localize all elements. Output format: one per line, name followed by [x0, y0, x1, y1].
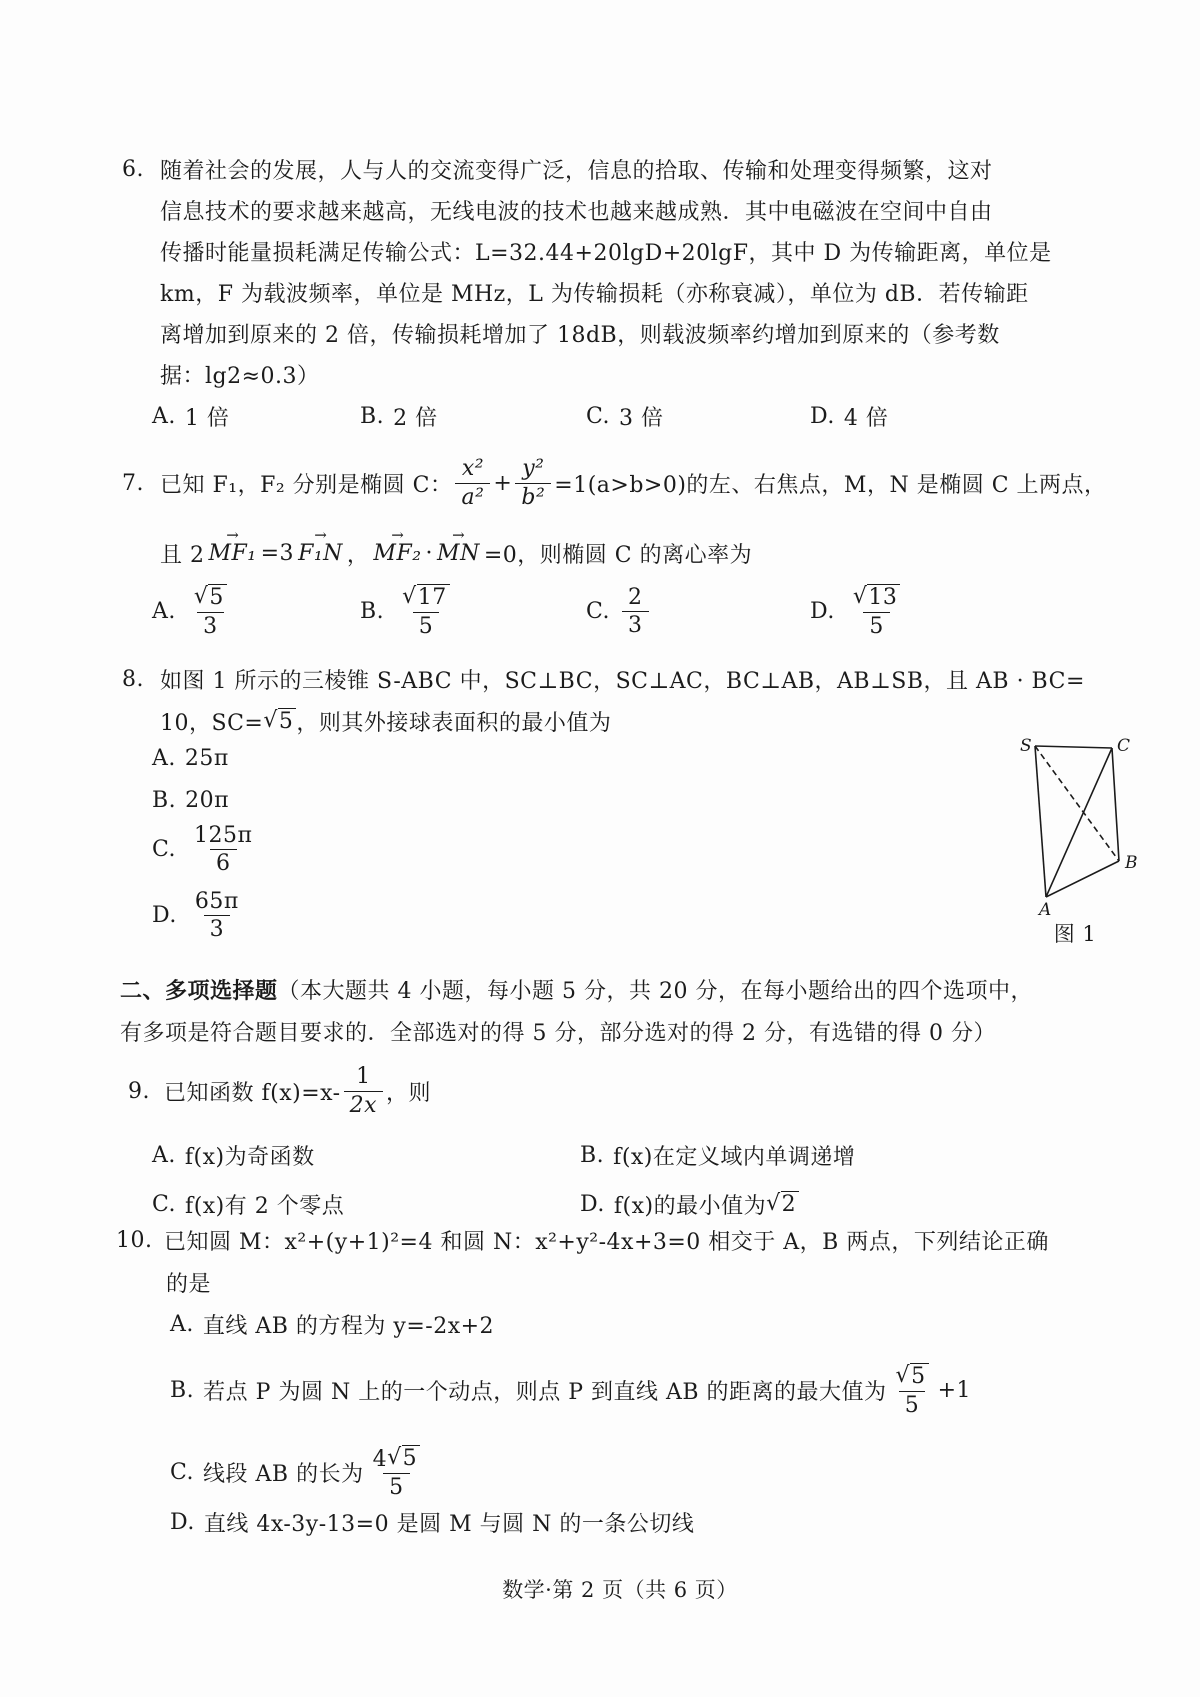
q7-option-d-numerator [847, 584, 907, 612]
q7-frac1-numerator: x² [461, 456, 485, 482]
q8-option-c-denominator: 6 [210, 849, 237, 875]
radical-sign-icon: √ [387, 1444, 402, 1470]
q7-option-b [360, 584, 586, 638]
q6-option-c-label: C. [586, 404, 611, 429]
q6-option-d [810, 401, 888, 432]
q8-option-b-text: 20π [185, 788, 230, 813]
q7-line1-pre: 已知 F₁，F₂ 分别是椭圆 C： [160, 472, 453, 498]
question-6-line-5: 离增加到原来的 2 倍，传输损耗增加了 18dB，则载波频率约增加到原来的（参考数 [160, 323, 1000, 348]
radicand: 5 [208, 584, 227, 610]
q10-option-b-text: 若点 P 为圆 N 上的一个动点，则点 P 到直线 AB 的距离的最大值为 [203, 1379, 887, 1405]
question-7-options [152, 584, 909, 638]
q9-option-b [580, 1140, 855, 1171]
question-7-line-2 [160, 526, 753, 569]
q8-option-b [152, 788, 229, 813]
q9-option-a-label: A. [152, 1143, 176, 1168]
q6-option-a-text: 1 倍 [184, 406, 230, 431]
tetrahedron-svg [1008, 725, 1148, 920]
q10-option-a-text: 直线 AB 的方程为 y=-2x+2 [202, 1314, 495, 1339]
figure-1 [1008, 725, 1148, 920]
section-2-header-line-1 [120, 974, 1033, 1005]
question-6-line-1 [122, 154, 993, 185]
vector-arrow-icon: → [226, 526, 239, 544]
question-10-line-1 [116, 1225, 1049, 1256]
question-9-line [128, 1062, 431, 1120]
question-8-number: 8. [122, 667, 144, 692]
q7-option-d [810, 584, 909, 638]
q9-option-a-text: f(x)为奇函数 [184, 1145, 315, 1170]
q8-line2-pre: 10，SC= [160, 711, 264, 736]
q9-fraction [344, 1065, 383, 1116]
q10-option-d [170, 1507, 694, 1538]
radicand: 5 [278, 708, 297, 734]
vector-arrow-icon: → [314, 526, 327, 544]
q7-option-a-fraction [188, 584, 233, 638]
radicand: 13 [867, 584, 900, 610]
radical-sign-icon: √ [193, 584, 209, 609]
radicand: 17 [417, 584, 450, 610]
q10-option-c-numerator [367, 1445, 427, 1473]
q7-option-c-denominator: 3 [622, 611, 649, 637]
section-2-title: 二、多项选择题 [120, 978, 278, 1004]
q9-frac-numerator: 1 [356, 1064, 371, 1090]
q9-line-post: ，则 [386, 1080, 432, 1106]
sqrt-radical [194, 584, 227, 610]
q9-option-b-label: B. [580, 1143, 605, 1168]
q6-option-c-text: 3 倍 [619, 406, 664, 431]
q7-line2-mid1: =3 [260, 541, 295, 566]
q8-option-d-denominator: 3 [204, 915, 231, 941]
q7-option-d-denominator: 5 [863, 612, 890, 638]
q9-option-c-label: C. [152, 1192, 177, 1217]
footer-page-indicator: 数学·第 2 页（共 6 页） [502, 1578, 738, 1602]
q10-option-b-fraction [890, 1363, 935, 1417]
q8-option-b-label: B. [152, 788, 177, 813]
q6-option-b [360, 401, 586, 432]
vertex-label-c: C [1117, 736, 1131, 756]
q7-option-d-fraction [847, 584, 907, 638]
question-6-text: 随着社会的发展，人与人的交流变得广泛，信息的拾取、传输和处理变得频繁，这对 [160, 159, 993, 184]
section-2-desc-1: （本大题共 4 小题，每小题 5 分，共 20 分，在每小题给出的四个选项中， [277, 979, 1033, 1004]
q7-option-c-numerator: 2 [628, 584, 643, 610]
radicand: 5 [910, 1363, 929, 1389]
q6-option-d-text: 4 倍 [843, 406, 889, 431]
question-6-line-4: km，F 为载波频率，单位是 MHz，L 为传输损耗（亦称衰减），单位为 dB．若传输距 [160, 282, 1029, 307]
q6-option-d-label: D. [810, 404, 835, 429]
q10-option-d-label: D. [170, 1510, 195, 1535]
q10-option-c-fraction [367, 1445, 427, 1499]
q6-option-b-text: 2 倍 [393, 406, 438, 431]
q7-frac2-denominator: b² [515, 483, 551, 509]
q6-option-b-label: B. [360, 404, 385, 429]
figure-1-caption: 图 1 [1053, 922, 1097, 946]
q9-option-a [152, 1140, 580, 1171]
question-8-line-2 [160, 706, 611, 737]
question-6-number: 6. [122, 157, 144, 182]
q9-option-d-text: f(x)的最小值为 [613, 1194, 767, 1219]
q7-option-c-fraction [622, 586, 649, 637]
vector-MF2 [373, 526, 422, 566]
q7-option-a-label: A. [152, 598, 176, 624]
q7-option-b-label: B. [360, 598, 385, 624]
q7-fraction-x2-a2 [455, 457, 490, 508]
q8-option-a [152, 746, 229, 771]
q8-option-d [152, 890, 248, 941]
q9-option-d [580, 1189, 799, 1220]
question-6-line-2: 信息技术的要求越来越高，无线电波的技术也越来越成熟．其中电磁波在空间中自由 [160, 200, 993, 225]
radical-sign-icon: √ [263, 708, 278, 734]
q8-line2-post: ，则其外接球表面积的最小值为 [296, 711, 612, 736]
q10-option-b [170, 1358, 971, 1422]
q10-option-a-label: A. [170, 1312, 194, 1337]
q10-option-c-coefficient: 4 [372, 1447, 388, 1472]
q7-option-b-fraction [396, 584, 456, 638]
q9-option-b-text: f(x)在定义域内单调递增 [613, 1145, 856, 1170]
q6-option-a [152, 401, 360, 432]
vector-arrow-icon: → [391, 526, 404, 544]
q10-option-a [170, 1309, 494, 1340]
q7-option-c-label: C. [586, 598, 611, 624]
q7-option-b-denominator: 5 [413, 612, 440, 638]
radicand: 2 [781, 1191, 800, 1217]
question-6-options [152, 401, 888, 432]
edge-CA [1046, 748, 1112, 897]
q8-option-a-label: A. [152, 746, 176, 771]
q7-option-a [152, 584, 360, 638]
vertex-label-s: S [1020, 736, 1033, 756]
q8-option-c-label: C. [152, 837, 177, 863]
vector-MF2-text: MF₂ [373, 541, 422, 566]
radical-sign-icon: √ [895, 1362, 911, 1388]
q9-options-row-2 [152, 1189, 799, 1220]
vector-MF1-text: MF₁ [208, 541, 257, 566]
q10-option-c-label: C. [170, 1459, 195, 1485]
question-10-number: 10. [116, 1228, 153, 1253]
question-7-number: 7. [122, 470, 144, 496]
q9-frac-denominator: 2x [344, 1091, 383, 1117]
sqrt-radical [896, 1363, 929, 1389]
sqrt-radical [853, 584, 901, 610]
vector-MF1 [208, 526, 257, 566]
vector-MN [437, 526, 480, 566]
q7-option-b-numerator [396, 584, 456, 612]
q9-option-c-text: f(x)有 2 个零点 [185, 1194, 345, 1219]
q8-option-c [152, 824, 262, 875]
q8-option-c-numerator: 125π [194, 823, 253, 848]
sqrt-radical [402, 584, 450, 610]
q10-option-b-numerator [890, 1363, 935, 1391]
q7-line2-post: =0，则椭圆 C 的离心率为 [483, 543, 753, 568]
question-6-line-6: 据：lg2≈0.3） [160, 364, 320, 389]
q7-line2-pre: 且 2 [160, 543, 205, 568]
q7-option-c [586, 586, 810, 637]
q10-option-b-denominator: 5 [899, 1391, 926, 1417]
q9-line-pre: 已知函数 f(x)=x- [164, 1080, 341, 1106]
vector-F1N [298, 526, 343, 566]
q7-fraction-y2-b2 [515, 457, 551, 508]
question-9-number: 9. [128, 1078, 150, 1104]
q8-option-d-label: D. [152, 903, 177, 929]
q10-option-b-post: +1 [937, 1377, 971, 1403]
vertex-label-b: B [1125, 853, 1138, 873]
vector-MN-text: MN [437, 541, 480, 566]
q7-line2-mid3: · [425, 541, 434, 566]
q8-option-c-fraction [188, 824, 258, 875]
edge-SB-dashed [1035, 746, 1119, 861]
q10-option-c [170, 1440, 429, 1504]
q10-option-c-text: 线段 AB 的长为 [203, 1461, 364, 1487]
edge-AB [1046, 861, 1119, 897]
q7-option-a-numerator [188, 584, 233, 612]
sqrt-radical [766, 1191, 799, 1217]
q6-option-c [586, 401, 810, 432]
q7-plus-sign: + [493, 470, 513, 496]
radicand: 5 [402, 1445, 421, 1471]
q7-option-d-label: D. [810, 598, 835, 624]
q7-frac2-numerator: y² [522, 456, 545, 482]
radical-sign-icon: √ [852, 584, 868, 609]
edge-SC [1035, 746, 1112, 748]
q9-options-row-1 [152, 1140, 855, 1171]
sqrt-radical [263, 708, 296, 734]
question-10-text: 已知圆 M：x²+(y+1)²=4 和圆 N：x²+y²-4x+3=0 相交于 A，B 两点，下列结论正确 [164, 1230, 1049, 1255]
q7-frac1-denominator: a² [455, 483, 490, 509]
q10-option-b-label: B. [170, 1377, 195, 1403]
question-8-line-1 [122, 664, 1085, 695]
q8-option-d-numerator: 65π [194, 889, 239, 914]
vector-arrow-icon: → [452, 526, 465, 544]
question-10-line-2: 的是 [166, 1272, 212, 1297]
q6-option-a-label: A. [152, 404, 176, 429]
question-6-line-3: 传播时能量损耗满足传输公式：L=32.44+20lgD+20lgF，其中 D 为传输距离，单位是 [160, 241, 1052, 266]
question-7-line-1 [122, 442, 1107, 524]
edge-SA [1035, 746, 1046, 897]
q8-option-a-text: 25π [184, 746, 229, 771]
q7-line2-mid2: ， [346, 543, 370, 568]
q7-line1-post: =1(a>b>0)的左、右焦点，M，N 是椭圆 C 上两点， [554, 472, 1107, 498]
vertex-label-a: A [1039, 900, 1052, 920]
sqrt-radical [387, 1445, 420, 1471]
q9-option-c [152, 1189, 580, 1220]
question-8-text: 如图 1 所示的三棱锥 S-ABC 中，SC⊥BC，SC⊥AC，BC⊥AB，AB⊥SB，且 AB · BC= [160, 669, 1085, 694]
radical-sign-icon: √ [766, 1191, 781, 1217]
section-2-header-line-2: 有多项是符合题目要求的．全部选对的得 5 分，部分选对的得 2 分，有选错的得 0 分） [120, 1021, 996, 1046]
q10-option-c-denominator: 5 [383, 1473, 410, 1499]
q9-option-d-label: D. [580, 1192, 605, 1217]
q7-option-a-denominator: 3 [197, 612, 224, 638]
edge-CB [1112, 748, 1119, 861]
radical-sign-icon: √ [402, 584, 417, 609]
q8-option-d-fraction [189, 890, 245, 941]
vector-F1N-text: F₁N [298, 541, 343, 566]
q10-option-d-text: 直线 4x-3y-13=0 是圆 M 与圆 N 的一条公切线 [203, 1512, 695, 1537]
